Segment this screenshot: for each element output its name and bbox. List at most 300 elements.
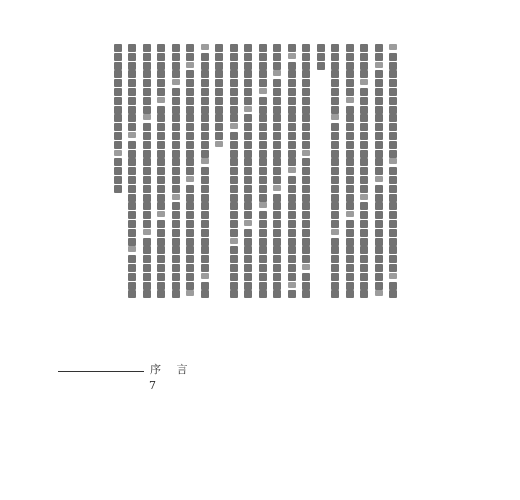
text-glyph [360, 132, 368, 140]
text-glyph [346, 229, 354, 237]
text-glyph [288, 132, 296, 140]
text-glyph [331, 211, 339, 219]
text-glyph [201, 167, 209, 175]
text-glyph [230, 273, 238, 281]
text-glyph [360, 44, 368, 52]
text-glyph [259, 246, 267, 254]
text-glyph [331, 141, 339, 149]
text-glyph [360, 246, 368, 254]
text-glyph [157, 88, 165, 96]
text-glyph [244, 106, 252, 112]
text-glyph [244, 255, 252, 263]
text-glyph [244, 229, 252, 237]
text-glyph [172, 185, 180, 193]
text-glyph [288, 273, 296, 281]
text-glyph [143, 255, 151, 263]
text-glyph [244, 176, 252, 184]
text-glyph [230, 44, 238, 52]
text-glyph [201, 185, 209, 193]
text-glyph [273, 62, 281, 70]
text-glyph [302, 264, 310, 270]
text-glyph [186, 106, 194, 114]
text-glyph [302, 229, 310, 237]
text-glyph [302, 88, 310, 96]
text-glyph [331, 176, 339, 184]
text-glyph [389, 62, 397, 70]
text-glyph [230, 229, 238, 237]
text-glyph [143, 167, 151, 175]
text-glyph [114, 70, 122, 78]
text-glyph [302, 220, 310, 228]
text-glyph [273, 88, 281, 96]
text-glyph [128, 202, 136, 210]
text-glyph [128, 158, 136, 166]
text-glyph [273, 290, 281, 298]
text-glyph [114, 114, 122, 122]
text-glyph [157, 238, 165, 246]
text-glyph [172, 273, 180, 281]
text-glyph [157, 202, 165, 210]
text-glyph [331, 282, 339, 290]
text-glyph [186, 282, 194, 290]
text-glyph [143, 79, 151, 87]
text-glyph [230, 202, 238, 210]
text-glyph [230, 88, 238, 96]
text-glyph [346, 123, 354, 131]
text-glyph [230, 150, 238, 158]
text-glyph [128, 255, 136, 263]
text-glyph [157, 273, 165, 281]
text-glyph [172, 141, 180, 149]
text-glyph [389, 229, 397, 237]
text-glyph [143, 290, 151, 298]
text-glyph [288, 282, 296, 288]
text-glyph [389, 44, 397, 50]
text-glyph [346, 273, 354, 281]
text-glyph [259, 53, 267, 61]
text-glyph [360, 211, 368, 219]
text-glyph [346, 44, 354, 52]
text-glyph [143, 264, 151, 272]
text-glyph [375, 185, 383, 193]
text-glyph [331, 220, 339, 228]
text-glyph [331, 194, 339, 202]
text-glyph [375, 150, 383, 158]
text-glyph [128, 194, 136, 202]
text-glyph [244, 132, 252, 140]
page-number: 7 [149, 379, 156, 392]
text-glyph [143, 185, 151, 193]
text-glyph [143, 273, 151, 281]
text-glyph [114, 176, 122, 184]
text-glyph [288, 106, 296, 114]
text-glyph [273, 185, 281, 191]
text-glyph [186, 264, 194, 272]
text-glyph [128, 114, 136, 122]
text-glyph [244, 158, 252, 166]
text-glyph [389, 123, 397, 131]
text-glyph [230, 255, 238, 263]
text-glyph [331, 88, 339, 96]
text-glyph [186, 62, 194, 68]
text-glyph [244, 238, 252, 246]
text-glyph [244, 211, 252, 219]
text-glyph [389, 290, 397, 298]
text-glyph [128, 282, 136, 290]
text-glyph [186, 132, 194, 140]
text-glyph [114, 132, 122, 140]
text-glyph [157, 53, 165, 61]
text-glyph [172, 106, 180, 114]
text-glyph [302, 150, 310, 156]
text-glyph [128, 150, 136, 158]
text-glyph [244, 88, 252, 96]
text-glyph [114, 123, 122, 131]
text-glyph [186, 158, 194, 166]
footer-rule [58, 371, 144, 372]
text-glyph [375, 44, 383, 52]
text-glyph [302, 114, 310, 122]
text-glyph [360, 70, 368, 78]
text-glyph [273, 238, 281, 246]
text-glyph [259, 62, 267, 70]
text-glyph [230, 220, 238, 228]
text-glyph [389, 282, 397, 290]
text-glyph [360, 97, 368, 105]
text-glyph [331, 202, 339, 210]
text-glyph [288, 220, 296, 228]
text-glyph [172, 229, 180, 237]
text-glyph [230, 97, 238, 105]
text-glyph [201, 202, 209, 210]
text-glyph [302, 167, 310, 175]
text-glyph [273, 176, 281, 184]
text-glyph [201, 282, 209, 290]
text-glyph [230, 79, 238, 87]
text-glyph [143, 282, 151, 290]
text-glyph [346, 150, 354, 158]
text-glyph [389, 176, 397, 184]
text-glyph [331, 185, 339, 193]
text-glyph [331, 255, 339, 263]
text-glyph [230, 123, 238, 129]
text-glyph [375, 97, 383, 105]
text-glyph [114, 150, 122, 156]
text-glyph [360, 88, 368, 96]
text-glyph [186, 167, 194, 175]
text-glyph [331, 53, 339, 61]
text-glyph [360, 141, 368, 149]
text-glyph [273, 220, 281, 228]
text-glyph [201, 273, 209, 279]
text-glyph [273, 114, 281, 122]
text-glyph [157, 70, 165, 78]
text-glyph [375, 88, 383, 96]
text-glyph [346, 53, 354, 61]
text-glyph [230, 106, 238, 114]
text-glyph [389, 220, 397, 228]
text-glyph [114, 79, 122, 87]
text-glyph [143, 246, 151, 254]
text-glyph [259, 70, 267, 78]
text-glyph [360, 176, 368, 184]
text-glyph [375, 290, 383, 296]
text-glyph [172, 282, 180, 290]
text-glyph [273, 79, 281, 87]
text-glyph [244, 141, 252, 149]
text-glyph [375, 53, 383, 61]
text-glyph [172, 97, 180, 105]
text-glyph [302, 53, 310, 61]
text-glyph [360, 238, 368, 246]
text-glyph [215, 97, 223, 105]
text-glyph [157, 176, 165, 184]
text-glyph [215, 88, 223, 96]
text-glyph [244, 123, 252, 131]
text-glyph [172, 211, 180, 219]
text-glyph [201, 62, 209, 70]
text-glyph [230, 167, 238, 175]
text-glyph [230, 141, 238, 149]
text-glyph [259, 255, 267, 263]
text-glyph [302, 290, 310, 298]
text-glyph [186, 141, 194, 149]
text-glyph [230, 264, 238, 272]
text-glyph [143, 62, 151, 70]
text-glyph [389, 141, 397, 149]
text-glyph [346, 220, 354, 228]
text-glyph [273, 167, 281, 175]
text-glyph [375, 176, 383, 182]
text-glyph [244, 114, 252, 122]
text-glyph [375, 273, 383, 281]
text-glyph [128, 141, 136, 149]
text-glyph [201, 106, 209, 114]
section-title: 序 言 [150, 363, 194, 376]
text-glyph [201, 246, 209, 254]
text-glyph [375, 255, 383, 263]
text-glyph [128, 246, 136, 252]
text-glyph [273, 229, 281, 237]
text-glyph [259, 238, 267, 246]
text-glyph [346, 176, 354, 184]
text-glyph [259, 282, 267, 290]
text-glyph [114, 106, 122, 114]
text-glyph [157, 194, 165, 202]
text-glyph [172, 255, 180, 263]
text-glyph [346, 141, 354, 149]
text-glyph [172, 264, 180, 272]
text-glyph [128, 106, 136, 114]
text-glyph [288, 176, 296, 184]
text-glyph [288, 202, 296, 210]
text-glyph [215, 114, 223, 122]
text-glyph [201, 176, 209, 184]
text-glyph [172, 167, 180, 175]
text-glyph [302, 158, 310, 166]
text-glyph [186, 255, 194, 263]
text-glyph [389, 158, 397, 164]
text-glyph [143, 53, 151, 61]
text-glyph [259, 150, 267, 158]
text-glyph [259, 132, 267, 140]
text-glyph [201, 70, 209, 78]
text-glyph [288, 123, 296, 131]
text-glyph [128, 123, 136, 131]
text-glyph [114, 44, 122, 52]
text-glyph [288, 70, 296, 78]
text-glyph [273, 123, 281, 131]
text-glyph [244, 70, 252, 78]
text-glyph [172, 88, 180, 96]
text-glyph [201, 79, 209, 87]
text-glyph [389, 53, 397, 61]
text-glyph [375, 62, 383, 68]
text-glyph [331, 97, 339, 105]
text-glyph [331, 158, 339, 166]
text-glyph [201, 255, 209, 263]
text-glyph [259, 264, 267, 272]
text-glyph [302, 273, 310, 281]
text-glyph [128, 264, 136, 272]
text-glyph [201, 141, 209, 149]
text-glyph [389, 202, 397, 210]
text-glyph [331, 264, 339, 272]
text-glyph [360, 194, 368, 200]
text-glyph [273, 150, 281, 158]
text-glyph [389, 167, 397, 175]
text-glyph [302, 141, 310, 149]
text-glyph [259, 141, 267, 149]
text-glyph [143, 194, 151, 202]
text-glyph [346, 114, 354, 122]
text-glyph [186, 238, 194, 246]
text-glyph [259, 220, 267, 228]
text-glyph [273, 255, 281, 263]
text-glyph [375, 114, 383, 122]
text-glyph [302, 176, 310, 184]
text-glyph [331, 229, 339, 235]
text-glyph [186, 202, 194, 210]
text-glyph [230, 290, 238, 298]
text-glyph [360, 202, 368, 210]
text-glyph [128, 238, 136, 246]
text-glyph [360, 282, 368, 290]
text-glyph [389, 97, 397, 105]
text-glyph [331, 132, 339, 140]
text-glyph [346, 255, 354, 263]
text-glyph [302, 62, 310, 70]
text-glyph [128, 88, 136, 96]
text-glyph [346, 62, 354, 70]
text-glyph [346, 106, 354, 114]
text-glyph [244, 44, 252, 52]
text-glyph [157, 123, 165, 131]
text-glyph [114, 88, 122, 96]
text-glyph [201, 158, 209, 164]
text-glyph [389, 88, 397, 96]
text-glyph [143, 114, 151, 120]
text-glyph [230, 53, 238, 61]
text-glyph [114, 185, 122, 193]
text-glyph [128, 132, 136, 138]
text-glyph [201, 44, 209, 50]
text-glyph [244, 264, 252, 272]
text-glyph [273, 202, 281, 210]
text-glyph [375, 211, 383, 219]
text-glyph [389, 273, 397, 279]
text-glyph [215, 44, 223, 52]
text-glyph [201, 229, 209, 237]
text-glyph [201, 53, 209, 61]
text-glyph [201, 114, 209, 122]
text-glyph [244, 79, 252, 87]
text-glyph [244, 167, 252, 175]
text-glyph [244, 150, 252, 158]
text-glyph [302, 282, 310, 290]
text-glyph [230, 62, 238, 70]
text-glyph [230, 194, 238, 202]
text-glyph [128, 229, 136, 237]
text-glyph [244, 97, 252, 105]
text-glyph [244, 185, 252, 193]
text-glyph [346, 88, 354, 96]
text-glyph [389, 132, 397, 140]
text-glyph [346, 132, 354, 140]
text-glyph [128, 185, 136, 193]
text-glyph [259, 211, 267, 219]
text-glyph [346, 264, 354, 272]
text-glyph [375, 246, 383, 254]
text-glyph [172, 79, 180, 85]
text-glyph [288, 53, 296, 59]
text-glyph [114, 158, 122, 166]
text-glyph [114, 97, 122, 105]
text-glyph [215, 70, 223, 78]
text-glyph [172, 150, 180, 158]
text-glyph [157, 141, 165, 149]
text-glyph [143, 220, 151, 228]
text-glyph [114, 62, 122, 70]
text-glyph [317, 53, 325, 61]
text-glyph [389, 150, 397, 158]
text-glyph [186, 211, 194, 219]
text-glyph [259, 202, 267, 208]
text-glyph [157, 290, 165, 298]
text-glyph [375, 194, 383, 202]
text-glyph [375, 141, 383, 149]
text-glyph [288, 167, 296, 173]
text-glyph [288, 88, 296, 96]
text-glyph [128, 79, 136, 87]
text-glyph [273, 264, 281, 272]
text-glyph [244, 246, 252, 254]
text-glyph [128, 53, 136, 61]
text-glyph [346, 290, 354, 298]
text-glyph [346, 97, 354, 103]
text-glyph [302, 185, 310, 193]
text-glyph [157, 79, 165, 87]
text-glyph [273, 53, 281, 61]
text-glyph [128, 176, 136, 184]
text-glyph [302, 79, 310, 87]
text-glyph [259, 114, 267, 122]
body-text-columns [111, 44, 401, 300]
text-glyph [259, 194, 267, 202]
text-glyph [157, 44, 165, 52]
text-glyph [186, 70, 194, 78]
text-glyph [186, 194, 194, 202]
